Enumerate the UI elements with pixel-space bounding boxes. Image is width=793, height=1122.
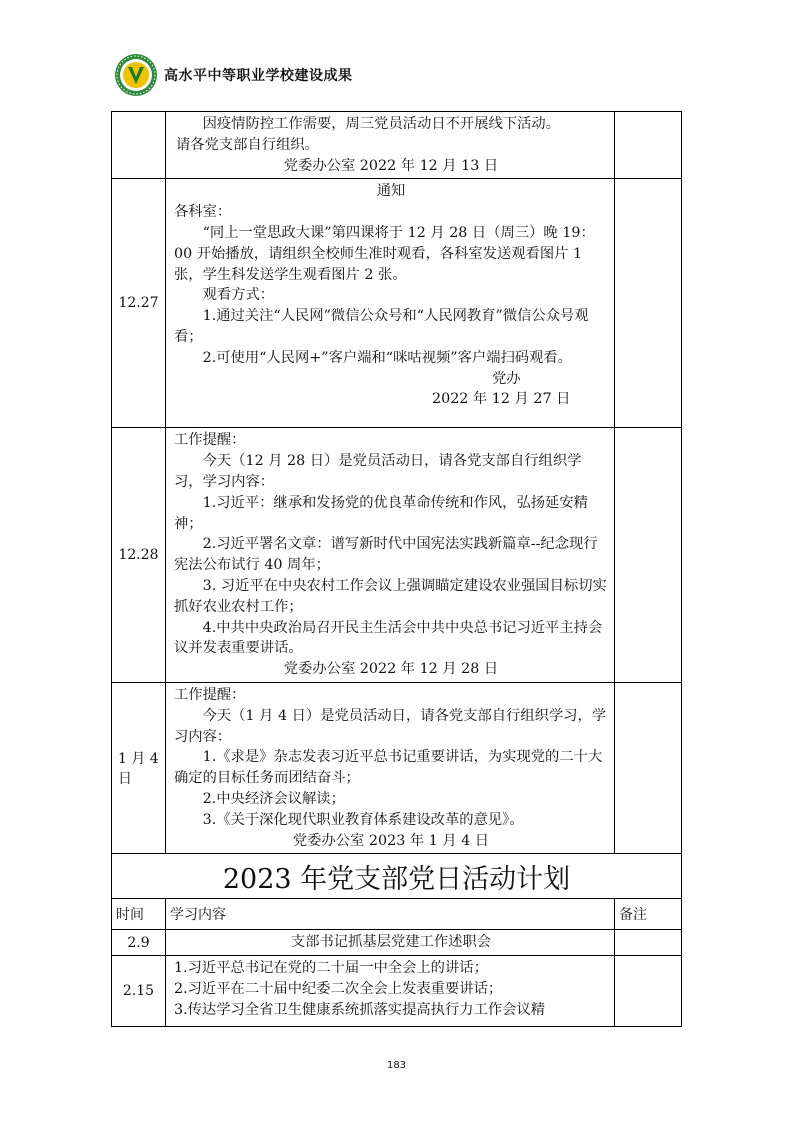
date-cell: 2.9 [112, 930, 166, 956]
table-row [112, 682, 682, 853]
date-cell: 2.15 [112, 956, 166, 1027]
remark-cell [615, 930, 682, 956]
table-row [112, 179, 682, 428]
intro: 工作提醒： [174, 432, 246, 449]
content-line: 请各党支部自行组织。 [176, 136, 319, 153]
table-row [112, 956, 682, 1027]
signature: 党委办公室 2022 年 12 月 13 日 [283, 157, 499, 174]
date-cell [112, 682, 166, 853]
content-line: 因疫情防控工作需要，周三党员活动日不开展线下活动。 [202, 116, 561, 132]
content-line: 1.习近平：继承和发扬党的优良革命传统和作风，弘扬延安精神； [174, 494, 588, 532]
content-line: 1.《求是》杂志发表习近平总书记重要讲话，为实现党的二十大确定的目标任务而团结奋斗； [174, 749, 603, 787]
date-cell: 12.27 [112, 179, 166, 428]
content-line: 3.传达学习全省卫生健康系统抓落实提高执行力工作会议精 [174, 1001, 546, 1018]
salutation: 各科室： [174, 204, 232, 221]
content-line: 3.《关于深化现代职业教育体系建设改革的意见》。 [202, 811, 524, 828]
remark-cell [615, 428, 682, 683]
content-cell [166, 682, 615, 853]
column-header-content: 学习内容 [166, 899, 615, 930]
page-number: 183 [386, 1060, 407, 1071]
date-cell: 12.28 [112, 428, 166, 683]
table-row [112, 854, 682, 899]
signature: 党办 [492, 370, 521, 387]
page-header [114, 52, 353, 98]
content-line: 2.习近平在二十届中纪委二次全会上发表重要讲话； [174, 980, 503, 997]
table-row [112, 112, 682, 179]
content-line: 2.习近平署名文章：谱写新时代中国宪法实践新篇章--纪念现行宪法公布试行 40 周年； [174, 536, 598, 574]
activity-table [111, 111, 682, 1027]
content-line: 3. 习近平在中央农村工作会议上强调瞄定建设农业强国目标切实抓好农业农村工作； [174, 577, 607, 615]
column-header-date: 时间 [112, 899, 166, 930]
remark-cell [615, 682, 682, 853]
signature-date: 2022 年 12 月 27 日 [432, 391, 571, 408]
content-cell [166, 179, 615, 428]
date-cell [112, 112, 166, 179]
remark-cell [615, 956, 682, 1027]
content-cell: 支部书记抓基层党建工作述职会 [166, 930, 615, 956]
remark-cell [615, 112, 682, 179]
signature: 党委办公室 2022 年 12 月 28 日 [283, 661, 499, 678]
content-line: 今天（1 月 4 日）是党员活动日，请各党支部自行组织学习，学习内容： [174, 707, 607, 745]
content-line: 1.通过关注“人民网”微信公众号和“人民网教育”微信公众号观看； [174, 308, 589, 345]
content-cell [166, 956, 615, 1027]
content-cell [166, 428, 615, 683]
school-emblem-icon [114, 53, 158, 97]
content-line: 1.习近平总书记在党的二十届一中全会上的讲话； [174, 960, 488, 977]
content-line: 4.中共中央政治局召开民主生活会中共中央总书记习近平主持会议并发表重要讲话。 [174, 619, 603, 657]
table-row [112, 428, 682, 683]
content-line: 今天（12 月 28 日）是党员活动日，请各党支部自行组织学习，学习内容： [174, 453, 582, 490]
plan-title: 2023 年党支部党日活动计划 [112, 854, 682, 899]
content-cell [166, 112, 615, 179]
date-text: 1 月 4 日 [118, 751, 159, 788]
content-line: 观看方式： [202, 287, 275, 304]
table-header-row [112, 899, 682, 930]
remark-cell [615, 179, 682, 428]
column-header-remark: 备注 [615, 899, 682, 930]
intro: 工作提醒： [174, 686, 246, 703]
content-line: 2.中央经济会议解读； [202, 790, 345, 807]
table-row [112, 930, 682, 956]
content-line: “同上一堂思政大课”第四课将于 12 月 28 日（周三）晚 19：00 开始播放，请组织全校师生准时观看，各科室发送观看图片 1 张，学生科发送学生观看图片 2 张。 [174, 224, 595, 283]
signature: 党委办公室 2023 年 1 月 4 日 [292, 832, 490, 849]
notice-heading: 通知 [376, 183, 406, 200]
header-title: 高水平中等职业学校建设成果 [164, 68, 353, 84]
content-line: 2.可使用“人民网+”客户端和“咪咕视频”客户端扫码观看。 [202, 349, 572, 366]
